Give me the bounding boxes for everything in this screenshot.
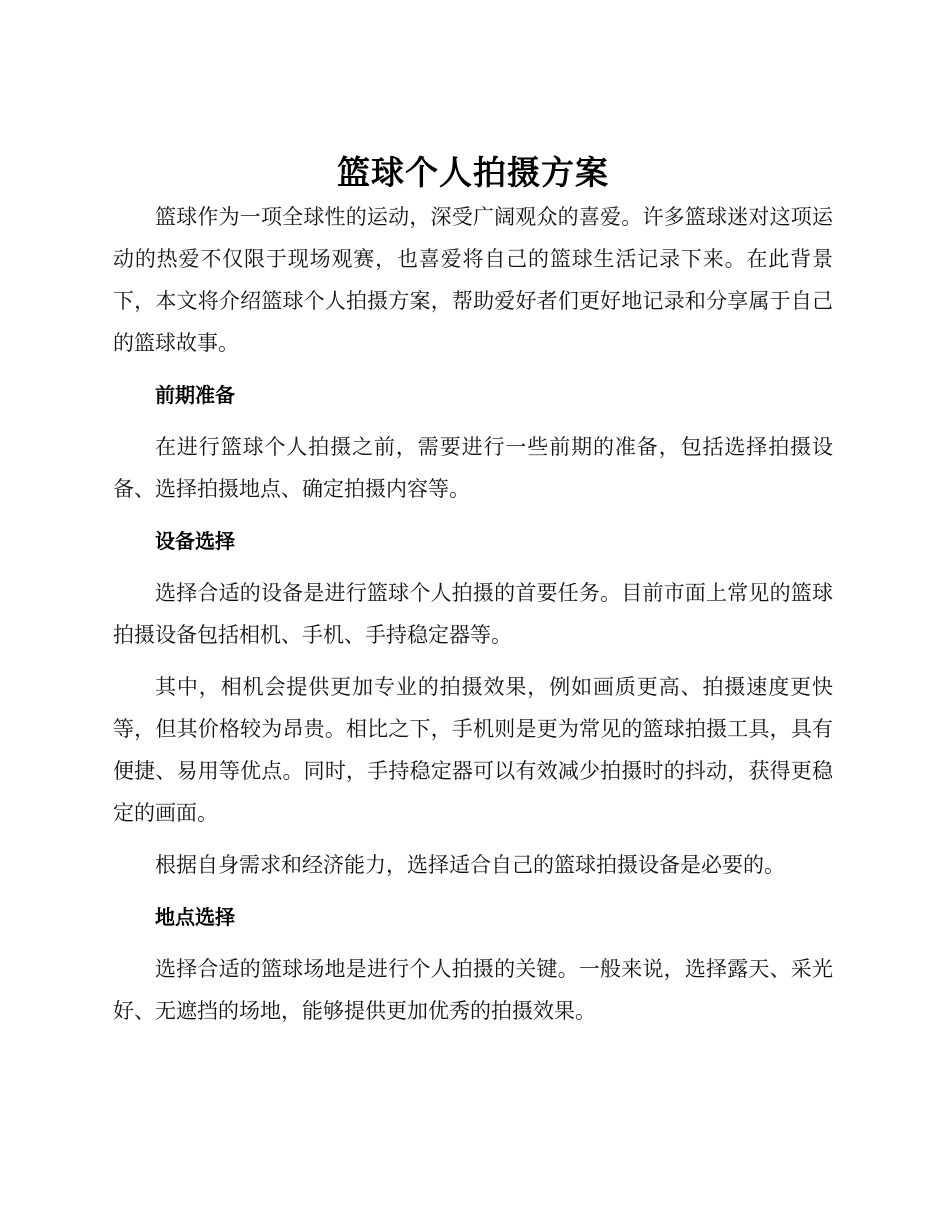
section-heading-equipment: 设备选择 — [155, 529, 235, 553]
section-paragraph: 其中，相机会提供更加专业的拍摄效果，例如画质更高、拍摄速度更快等，但其价格较为昂贵。相比之下，手机则是更为常见的篮球拍摄工具，具有便捷、易用等优点。同时，手持稳定器可以有效减少拍摄时的抖动，获得更稳定的画面。 — [113, 675, 833, 825]
intro-paragraph: 篮球作为一项全球性的运动，深受广阔观众的喜爱。许多篮球迷对这项运动的热爱不仅限于现场观赛，也喜爱将自己的篮球生活记录下来。在此背景下，本文将介绍篮球个人拍摄方案，帮助爱好者们更好地记录和分享属于自己的篮球故事。 — [113, 205, 833, 355]
document-title: 篮球个人拍摄方案 — [337, 153, 609, 192]
section-heading-location: 地点选择 — [155, 905, 235, 929]
section-paragraph: 选择合适的设备是进行篮球个人拍摄的首要任务。目前市面上常见的篮球拍摄设备包括相机、手机、手持稳定器等。 — [113, 581, 833, 647]
section-paragraph: 选择合适的篮球场地是进行个人拍摄的关键。一般来说，选择露天、采光好、无遮挡的场地，能够提供更加优秀的拍摄效果。 — [113, 957, 833, 1023]
section-paragraph: 根据自身需求和经济能力，选择适合自己的篮球拍摄设备是必要的。 — [155, 853, 785, 877]
section-heading-preparation: 前期准备 — [155, 383, 235, 407]
section-paragraph: 在进行篮球个人拍摄之前，需要进行一些前期的准备，包括选择拍摄设备、选择拍摄地点、确定拍摄内容等。 — [113, 435, 833, 501]
document-body — [113, 150, 833, 1032]
